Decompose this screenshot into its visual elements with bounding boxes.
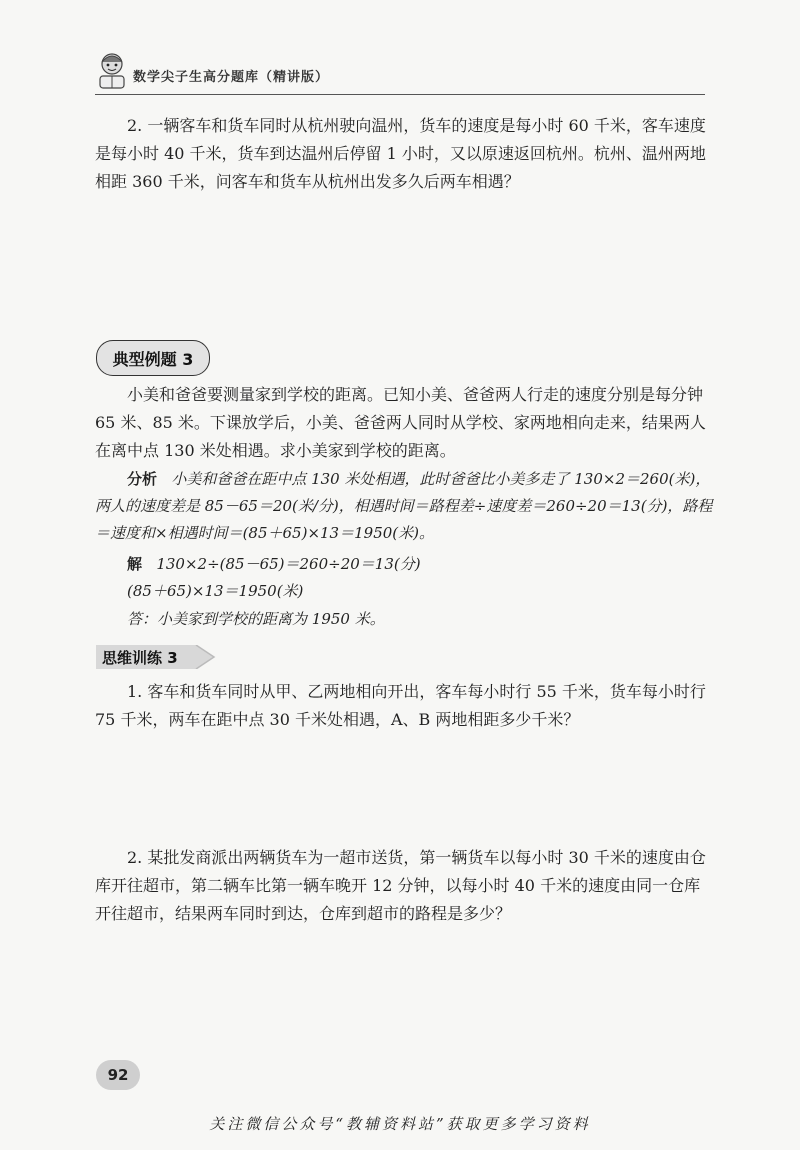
example-problem: 小美和爸爸要测量家到学校的距离。已知小美、爸爸两人行走的速度分别是每分钟 65 米、85 米。下课放学后，小美、爸爸两人同时从学校、家两地相向走来，结果两人在离中点 130 米处相遇。求小美家到学校的距离。 <box>95 385 706 460</box>
book-title: 数学尖子生高分题库（精讲版） <box>133 70 330 85</box>
footer-note: 关注微信公众号“教辅资料站”获取更多学习资料 <box>209 1115 591 1133</box>
page-header <box>95 52 715 92</box>
example-heading: 典型例题 3 <box>96 340 210 376</box>
header-divider <box>95 94 705 95</box>
training-question-2: 2. 某批发商派出两辆货车为一超市送货，第一辆货车以每小时 30 千米的速度由仓库开往超市，第二辆车比第一辆车晚开 12 分钟，以每小时 40 千米的速度由同一仓库开往超市，结果两车同时到达，仓库到超市的路程是多少？ <box>95 848 706 923</box>
solution-label: 解 <box>127 555 143 573</box>
solution-step-1: 130×2÷(85－65)＝260÷20＝13(分) <box>156 555 421 573</box>
analysis-paragraph <box>95 466 715 547</box>
mascot-icon <box>95 52 129 90</box>
solution-line-1 <box>95 551 715 578</box>
page-number: 92 <box>96 1060 140 1090</box>
answer-line: 答：小美家到学校的距离为 1950 米。 <box>127 610 385 628</box>
training-label: 思维训练 3 <box>102 649 178 667</box>
training-question-1: 1. 客车和货车同时从甲、乙两地相向开出，客车每小时行 55 千米，货车每小时行 75 千米，两车在距中点 30 千米处相遇，A、B 两地相距多少千米？ <box>95 682 706 729</box>
analysis-text: 小美和爸爸在距中点 130 米处相遇，此时爸爸比小美多走了 130×2＝260(米)，两人的速度差是 85－65＝20(米/分)，相遇时间＝路程差÷速度差＝260÷20＝13(分)，路程＝速度和×相遇时间＝(85＋65)×13＝1950(米)。 <box>95 470 713 542</box>
training-heading <box>96 645 216 669</box>
problem-top: 2. 一辆客车和货车同时从杭州驶向温州，货车的速度是每小时 60 千米，客车速度是每小时 40 千米，货车到达温州后停留 1 小时，又以原速返回杭州。杭州、温州两地相距 360 千米，问客车和货车从杭州出发多久后两车相遇？ <box>95 116 706 191</box>
solution-step-2: (85＋65)×13＝1950(米) <box>127 582 304 600</box>
analysis-label: 分析 <box>127 470 158 488</box>
